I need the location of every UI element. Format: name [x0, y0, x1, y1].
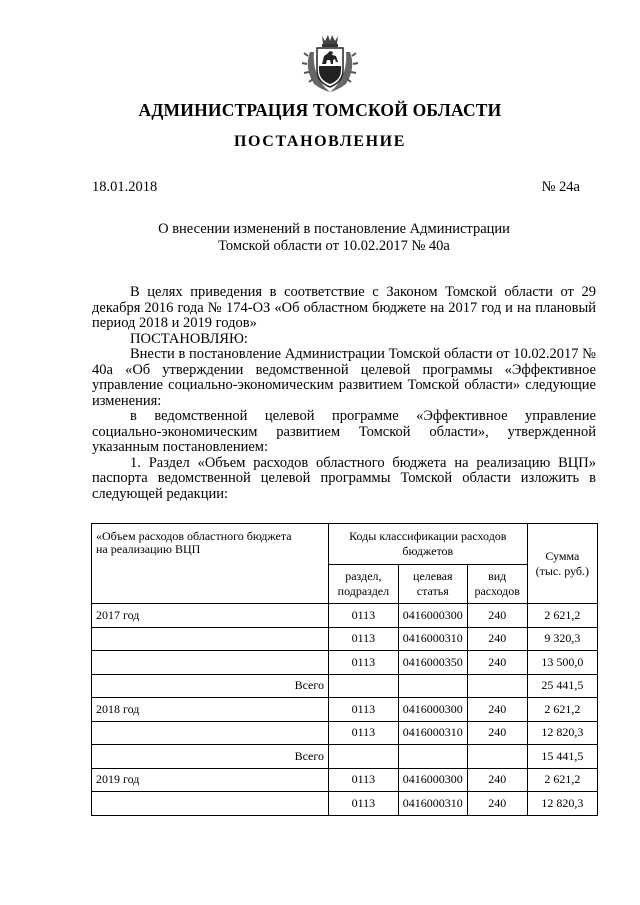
table-row: 0113 0416000310 240 9 320,3	[92, 627, 598, 651]
header-expense-kind: вид расходов	[467, 565, 527, 604]
organization-title: АДМИНИСТРАЦИЯ ТОМСКОЙ ОБЛАСТИ	[138, 100, 502, 120]
table-row: 0113 0416000310 240 12 820,3	[92, 792, 598, 816]
header-section: раздел, подраздел	[329, 565, 399, 604]
paragraph-amend: Внести в постановление Администрации Томской области от 10.02.2017 № 40а «Об утверждении ведомственной целевой программы «Эффективное управление социально-экономическим развитием Томской области» следующие изменения:	[92, 346, 596, 409]
header-target-article: целевая статья	[398, 565, 467, 604]
paragraph-section: 1. Раздел «Объем расходов областного бюджета на реализацию ВЦП» паспорта ведомственной целевой программы Томской области изложить в следующей редакции:	[92, 454, 596, 502]
header-classification-codes: Коды классификации расходов бюджетов	[329, 524, 528, 565]
budget-table	[91, 523, 598, 816]
document-type: ПОСТАНОВЛЕНИЕ	[234, 133, 406, 150]
table-row: 2017 год 0113 0416000300 240 2 621,2	[92, 604, 598, 628]
subject-line-1: О внесении изменений в постановление Администрации	[158, 221, 510, 237]
table-row: 0113 0416000310 240 12 820,3	[92, 721, 598, 745]
paragraph-preamble: В целях приведения в соответствие с Законом Томской области от 29 декабря 2016 года № 174-ОЗ «Об областном бюджете на 2017 год и на плановый период 2018 и 2019 годов»	[92, 284, 596, 331]
table-row: 0113 0416000350 240 13 500,0	[92, 651, 598, 675]
table-row: 2018 год 0113 0416000300 240 2 621,2	[92, 698, 598, 722]
header-program-volume: «Объем расходов областного бюджета на реализацию ВЦП	[92, 524, 329, 604]
coat-of-arms-icon	[300, 32, 360, 94]
table-total-row: Всего 25 441,5	[92, 674, 598, 698]
document-body	[92, 285, 596, 502]
table-header-row	[92, 524, 598, 565]
table-total-row: Всего 15 441,5	[92, 745, 598, 769]
document-number: № 24а	[541, 179, 580, 195]
document-date: 18.01.2018	[92, 179, 158, 195]
table-row: 2019 год 0113 0416000300 240 2 621,2	[92, 768, 598, 792]
document-subject	[150, 221, 518, 255]
header-sum: Сумма (тыс. руб.)	[527, 524, 597, 604]
paragraph-resolve: ПОСТАНОВЛЯЮ:	[130, 330, 248, 347]
subject-line-2: Томской области от 10.02.2017 № 40а	[218, 238, 450, 254]
paragraph-program: в ведомственной целевой программе «Эффективное управление социально-экономическим развитием Томской области», утвержденной указанным постановлением:	[92, 408, 596, 455]
